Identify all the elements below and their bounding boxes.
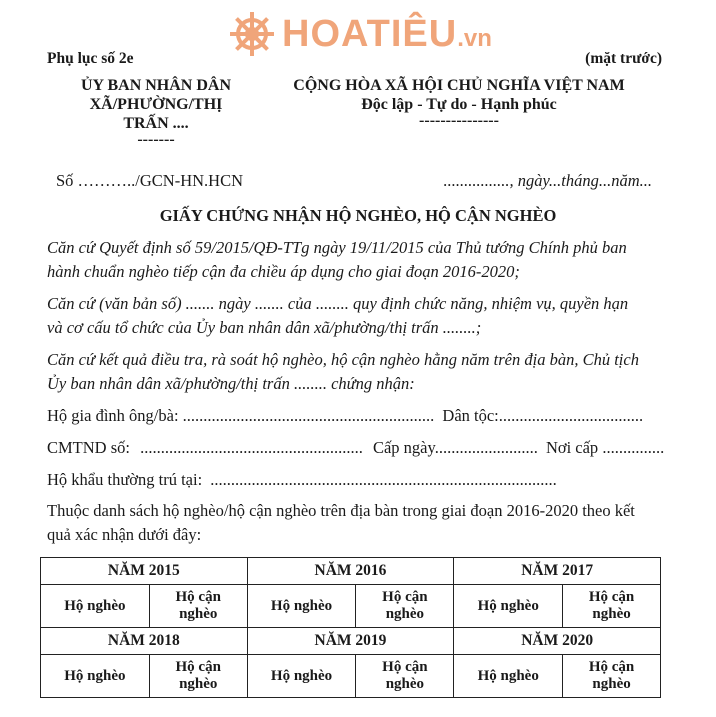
issue-place-dots: ............... bbox=[602, 438, 665, 457]
table-year-row bbox=[41, 558, 661, 585]
household-dots: ............................................................. bbox=[182, 406, 435, 425]
residence-dots: .................................................................................... bbox=[210, 470, 557, 489]
year-header: NĂM 2019 bbox=[247, 628, 454, 655]
issuer-divider: ------- bbox=[137, 131, 175, 148]
year-header: NĂM 2016 bbox=[247, 558, 454, 585]
near-poor-cell: Hộ cận nghèo bbox=[149, 655, 247, 698]
appendix-label: Phụ lục số 2e bbox=[47, 50, 134, 67]
confirmation-table bbox=[40, 557, 661, 698]
ship-wheel-icon bbox=[228, 10, 276, 58]
poor-cell: Hộ nghèo bbox=[41, 655, 150, 698]
year-header: NĂM 2015 bbox=[41, 558, 248, 585]
table-status-row bbox=[41, 655, 661, 698]
legal-basis-1: Căn cứ Quyết định số 59/2015/QĐ-TTg ngày 19/11/2015 của Thủ tướng Chính phủ ban hành chuẩn nghèo tiếp cận đa chiều áp dụng cho giai đoạn 2016-2020; bbox=[47, 238, 627, 281]
national-header bbox=[286, 76, 632, 128]
list-statement: Thuộc danh sách hộ nghèo/hộ cận nghèo trên địa bàn trong giai đoạn 2016-2020 theo kết quả xác nhận dưới đây: bbox=[47, 501, 635, 544]
side-label: (mặt trước) bbox=[585, 50, 662, 67]
country-name: CỘNG HÒA XÃ HỘI CHỦ NGHĨA VIỆT NAM bbox=[293, 77, 625, 94]
watermark-suffix: .vn bbox=[457, 25, 492, 52]
poor-cell: Hộ nghèo bbox=[454, 585, 563, 628]
household-field bbox=[47, 406, 643, 426]
watermark-logo bbox=[228, 10, 492, 58]
id-field bbox=[47, 438, 664, 458]
near-poor-cell: Hộ cận nghèo bbox=[356, 585, 454, 628]
near-poor-cell: Hộ cận nghèo bbox=[563, 655, 661, 698]
document-title: GIẤY CHỨNG NHẬN HỘ NGHÈO, HỘ CẬN NGHÈO bbox=[159, 206, 557, 225]
poor-cell: Hộ nghèo bbox=[247, 585, 356, 628]
motto-divider: --------------- bbox=[419, 112, 499, 129]
near-poor-cell: Hộ cận nghèo bbox=[563, 585, 661, 628]
year-header: NĂM 2018 bbox=[41, 628, 248, 655]
id-dots: ...................................................... bbox=[140, 438, 363, 457]
watermark-brand: HOATIÊU bbox=[282, 12, 458, 55]
residence-field bbox=[47, 470, 557, 490]
issuer-line: TRẤN .... bbox=[123, 115, 189, 132]
residence-label: Hộ khẩu thường trú tại: bbox=[47, 470, 203, 489]
issuer-block bbox=[58, 76, 254, 147]
document-date: ................, ngày...tháng...năm... bbox=[443, 171, 652, 190]
household-label: Hộ gia đình ông/bà: bbox=[47, 406, 179, 425]
table-year-row bbox=[41, 628, 661, 655]
issuer-line: XÃ/PHƯỜNG/THỊ bbox=[89, 96, 223, 113]
ethnicity-label: Dân tộc: bbox=[442, 406, 499, 425]
year-header: NĂM 2017 bbox=[454, 558, 661, 585]
document-number: Số ………../GCN-HN.HCN bbox=[56, 171, 244, 190]
year-header: NĂM 2020 bbox=[454, 628, 661, 655]
legal-basis-3: Căn cứ kết quả điều tra, rà soát hộ nghèo, hộ cận nghèo hằng năm trên địa bàn, Chủ tịch Ủy ban nhân dân xã/phường/thị trấn ........ chứng nhận: bbox=[47, 350, 639, 393]
issuer-line: ỦY BAN NHÂN DÂN bbox=[80, 77, 232, 94]
poor-cell: Hộ nghèo bbox=[247, 655, 356, 698]
near-poor-cell: Hộ cận nghèo bbox=[356, 655, 454, 698]
poor-cell: Hộ nghèo bbox=[454, 655, 563, 698]
poor-cell: Hộ nghèo bbox=[41, 585, 150, 628]
id-label: CMTND số: bbox=[47, 438, 130, 457]
issue-date-dots: ......................... bbox=[434, 438, 538, 457]
near-poor-cell: Hộ cận nghèo bbox=[149, 585, 247, 628]
issue-date-label: Cấp ngày bbox=[372, 438, 435, 457]
table-status-row bbox=[41, 585, 661, 628]
legal-basis-2: Căn cứ (văn bản số) ....... ngày ....... của ........ quy định chức năng, nhiệm vụ, quyền hạn và cơ cấu tổ chức của Ủy ban nhân dân xã/phường/thị trấn ........; bbox=[47, 294, 629, 337]
ethnicity-dots: ................................... bbox=[498, 406, 644, 425]
issue-place-label: Nơi cấp bbox=[545, 438, 599, 457]
motto: Độc lập - Tự do - Hạnh phúc bbox=[361, 96, 557, 113]
